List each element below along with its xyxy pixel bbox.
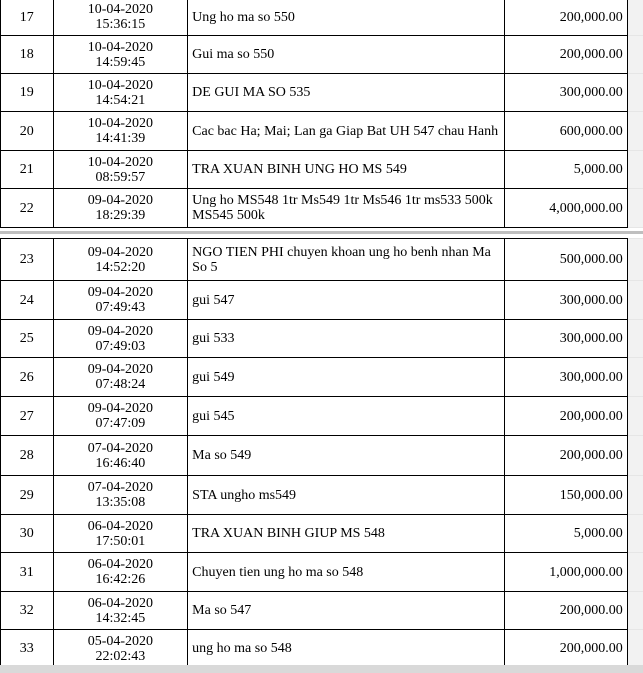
row-date: 06-04-2020 [87, 557, 154, 572]
table-row [1, 592, 643, 630]
row-time: 16:42:26 [95, 572, 146, 587]
scrollbar-track[interactable] [627, 36, 643, 74]
scrollbar-track[interactable] [627, 0, 643, 36]
row-date: 10-04-2020 [87, 77, 154, 93]
row-amount-text: 200,000.00 [559, 603, 623, 618]
row-amount [504, 436, 627, 476]
transactions-table-top [0, 0, 643, 228]
scrollbar-track[interactable] [627, 151, 643, 189]
row-number [1, 151, 54, 189]
row-number-text: 25 [19, 331, 34, 346]
row-datetime [53, 36, 188, 74]
row-amount-text: 500,000.00 [559, 252, 623, 267]
row-date: 09-04-2020 [87, 244, 154, 260]
row-amount-text: 300,000.00 [559, 331, 623, 346]
row-amount-text: 200,000.00 [559, 9, 623, 25]
row-datetime [53, 239, 188, 281]
row-amount-text: 300,000.00 [559, 85, 623, 100]
row-number-text: 29 [19, 487, 34, 503]
row-number [1, 239, 54, 281]
row-datetime [53, 112, 188, 151]
row-amount [504, 239, 627, 281]
transactions-body-top [1, 0, 643, 228]
row-date: 09-04-2020 [87, 362, 154, 377]
row-description-text: Ung ho MS548 1tr Ms549 1tr Ms546 1tr ms533 500k MS545 500k [192, 193, 493, 223]
row-description [188, 189, 505, 228]
row-date: 09-04-2020 [87, 285, 154, 300]
row-time: 14:52:20 [95, 259, 146, 275]
scrollbar-track[interactable] [627, 74, 643, 112]
row-number [1, 476, 54, 515]
row-date: 10-04-2020 [87, 2, 154, 17]
row-datetime [53, 630, 188, 668]
row-number [1, 436, 54, 476]
row-date: 10-04-2020 [87, 116, 154, 131]
table-row [1, 112, 643, 151]
table-row [1, 36, 643, 74]
row-description-text: gui 549 [192, 369, 235, 385]
scrollbar-track[interactable] [627, 515, 643, 553]
table-row [1, 476, 643, 515]
row-description-text: TRA XUAN BINH GIUP MS 548 [192, 526, 385, 541]
row-amount-text: 600,000.00 [559, 123, 623, 139]
row-date: 07-04-2020 [87, 480, 154, 495]
row-description [188, 281, 505, 320]
bottom-edge [0, 665, 643, 673]
row-description [188, 0, 505, 36]
row-description [188, 74, 505, 112]
row-number [1, 74, 54, 112]
row-number-text: 27 [19, 408, 34, 424]
row-amount-text: 5,000.00 [573, 162, 623, 177]
row-time: 07:47:09 [95, 416, 146, 431]
page-break [0, 230, 643, 238]
row-description [188, 151, 505, 189]
row-amount [504, 189, 627, 228]
row-time: 18:29:39 [95, 208, 146, 223]
table-row [1, 239, 643, 281]
transactions-body-bottom [1, 239, 643, 668]
row-time: 14:32:45 [95, 610, 146, 626]
row-description [188, 320, 505, 358]
row-amount-text: 300,000.00 [559, 369, 623, 385]
row-date: 10-04-2020 [87, 39, 154, 55]
row-amount-text: 200,000.00 [559, 641, 623, 656]
row-number [1, 36, 54, 74]
row-description [188, 592, 505, 630]
row-description-text: gui 547 [192, 292, 235, 308]
scrollbar-track[interactable] [627, 630, 643, 668]
scrollbar-track[interactable] [627, 476, 643, 515]
row-datetime [53, 281, 188, 320]
table-row [1, 436, 643, 476]
row-description [188, 553, 505, 592]
row-date: 06-04-2020 [87, 595, 154, 611]
table-row [1, 320, 643, 358]
row-description [188, 630, 505, 668]
row-description-text: Chuyen tien ung ho ma so 548 [192, 564, 364, 580]
row-datetime [53, 74, 188, 112]
row-amount-text: 150,000.00 [559, 487, 623, 503]
row-amount-text: 200,000.00 [559, 47, 623, 62]
row-number-text: 26 [19, 369, 34, 385]
table-row [1, 0, 643, 36]
row-amount [504, 74, 627, 112]
row-time: 08:59:57 [95, 169, 146, 185]
row-description-text: STA ungho ms549 [192, 487, 297, 503]
row-amount [504, 515, 627, 553]
row-number [1, 281, 54, 320]
row-number [1, 397, 54, 436]
transactions-table-bottom [0, 238, 643, 668]
row-amount [504, 0, 627, 36]
row-amount-text: 200,000.00 [559, 448, 623, 463]
row-amount-text: 300,000.00 [559, 292, 623, 308]
row-datetime [53, 151, 188, 189]
row-description-text: NGO TIEN PHI chuyen khoan ung ho benh nhan Ma So 5 [192, 244, 491, 275]
table-row [1, 189, 643, 228]
row-amount [504, 553, 627, 592]
scrollbar-track[interactable] [627, 436, 643, 476]
row-datetime [53, 358, 188, 397]
row-time: 22:02:43 [95, 648, 146, 664]
row-amount [504, 476, 627, 515]
scrollbar-track[interactable] [627, 553, 643, 592]
row-datetime [53, 436, 188, 476]
row-amount [504, 397, 627, 436]
row-number-text: 22 [19, 200, 34, 216]
scrollbar-track[interactable] [627, 592, 643, 630]
row-datetime [53, 515, 188, 553]
row-number-text: 19 [19, 85, 34, 100]
row-number-text: 18 [19, 47, 34, 62]
row-number-text: 23 [19, 252, 34, 267]
row-datetime [53, 189, 188, 228]
row-description [188, 112, 505, 151]
row-datetime [53, 553, 188, 592]
row-description [188, 36, 505, 74]
row-description [188, 436, 505, 476]
row-amount-text: 1,000,000.00 [549, 564, 623, 580]
row-date: 09-04-2020 [87, 401, 154, 416]
scrollbar-track[interactable] [627, 358, 643, 397]
row-date: 09-04-2020 [87, 193, 154, 208]
row-amount [504, 151, 627, 189]
row-number-text: 30 [19, 526, 34, 541]
row-datetime [53, 476, 188, 515]
row-time: 07:49:03 [95, 338, 146, 354]
table-row [1, 397, 643, 436]
scrollbar-track[interactable] [627, 320, 643, 358]
row-number [1, 515, 54, 553]
row-number [1, 0, 54, 36]
row-datetime [53, 320, 188, 358]
row-amount [504, 281, 627, 320]
row-amount-text: 5,000.00 [573, 526, 623, 541]
row-number-text: 32 [19, 603, 34, 618]
row-number [1, 358, 54, 397]
row-amount [504, 592, 627, 630]
row-time: 14:54:21 [95, 92, 146, 108]
row-description-text: DE GUI MA SO 535 [192, 85, 311, 100]
row-description-text: Ma so 549 [192, 448, 252, 463]
row-number-text: 21 [19, 162, 34, 177]
row-description-text: Ung ho ma so 550 [192, 9, 295, 25]
row-time: 15:36:15 [95, 17, 146, 32]
row-description-text: Gui ma so 550 [192, 47, 275, 62]
row-amount [504, 358, 627, 397]
table-row [1, 553, 643, 592]
scrollbar-track[interactable] [627, 397, 643, 436]
row-number-text: 17 [19, 9, 34, 25]
row-time: 14:41:39 [95, 131, 146, 146]
row-date: 07-04-2020 [87, 440, 154, 456]
row-date: 10-04-2020 [87, 154, 154, 170]
row-description-text: ung ho ma so 548 [192, 641, 292, 656]
row-amount [504, 36, 627, 74]
row-number [1, 320, 54, 358]
table-row [1, 281, 643, 320]
row-number-text: 28 [19, 448, 34, 463]
table-row [1, 151, 643, 189]
row-number-text: 31 [19, 564, 34, 580]
scrollbar-track[interactable] [627, 112, 643, 151]
row-time: 07:48:24 [95, 377, 146, 392]
row-amount [504, 112, 627, 151]
row-amount-text: 4,000,000.00 [549, 200, 623, 216]
row-date: 05-04-2020 [87, 633, 154, 649]
row-number [1, 189, 54, 228]
row-amount-text: 200,000.00 [559, 408, 623, 424]
row-amount [504, 630, 627, 668]
row-time: 13:35:08 [95, 495, 146, 510]
table-row [1, 515, 643, 553]
row-number [1, 630, 54, 668]
row-number-text: 20 [19, 123, 34, 139]
table-row [1, 358, 643, 397]
row-date: 09-04-2020 [87, 323, 154, 339]
row-description [188, 515, 505, 553]
scrollbar-track[interactable] [627, 281, 643, 320]
row-time: 17:50:01 [95, 533, 146, 549]
row-number-text: 33 [19, 641, 34, 656]
row-date: 06-04-2020 [87, 518, 154, 534]
scrollbar-track[interactable] [627, 239, 643, 281]
row-description-text: gui 533 [192, 331, 235, 346]
row-amount [504, 320, 627, 358]
row-description [188, 239, 505, 281]
row-description-text: Cac bac Ha; Mai; Lan ga Giap Bat UH 547 chau Hanh [192, 123, 499, 139]
row-description [188, 397, 505, 436]
row-datetime [53, 397, 188, 436]
row-datetime [53, 592, 188, 630]
row-description-text: TRA XUAN BINH UNG HO MS 549 [192, 162, 407, 177]
row-time: 07:49:43 [95, 300, 146, 315]
table-row [1, 630, 643, 668]
row-datetime [53, 0, 188, 36]
row-number [1, 592, 54, 630]
row-time: 16:46:40 [95, 455, 146, 471]
table-row [1, 74, 643, 112]
row-description [188, 358, 505, 397]
scrollbar-track[interactable] [627, 189, 643, 228]
row-number-text: 24 [19, 292, 34, 308]
row-description-text: Ma so 547 [192, 603, 252, 618]
row-number [1, 553, 54, 592]
row-description-text: gui 545 [192, 408, 235, 424]
row-description [188, 476, 505, 515]
row-number [1, 112, 54, 151]
row-time: 14:59:45 [95, 54, 146, 70]
